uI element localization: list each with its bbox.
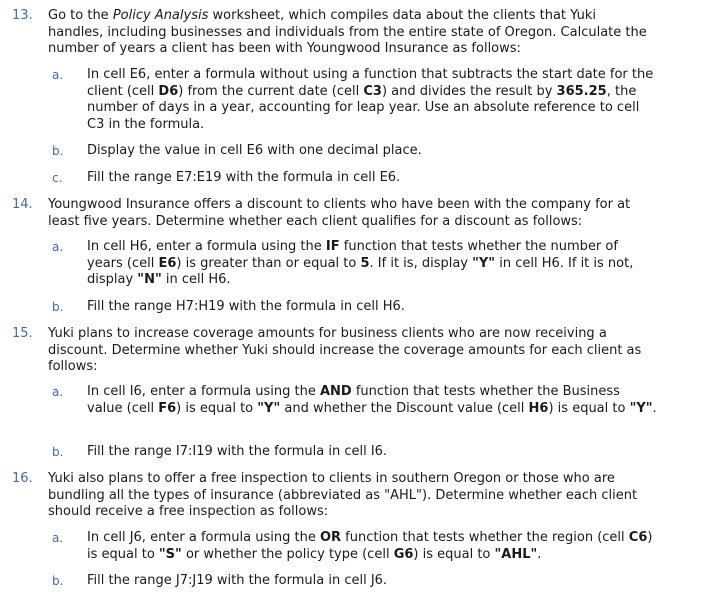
sub-text — [87, 384, 657, 417]
bold-term: "Y" — [472, 255, 496, 271]
sub-text — [87, 530, 657, 563]
bold-term: D6 — [158, 83, 179, 99]
text-run: In cell H6, enter a formula using the — [87, 239, 326, 254]
step-number: 16. — [12, 471, 33, 486]
text-run: in cell H6. If it is not, display — [87, 255, 634, 287]
sub-letter: b. — [52, 445, 64, 459]
sub-letter: a. — [52, 68, 64, 82]
text-run: ) is greater than or equal to — [176, 255, 361, 271]
text-run: or whether the policy type (cell — [181, 546, 394, 562]
text-run: and whether the Discount value (cell — [280, 400, 529, 416]
step-number: 15. — [12, 326, 33, 341]
bold-term: AND — [319, 384, 352, 399]
bold-term: E6 — [158, 255, 177, 271]
text-run: Youngwood Insurance offers a discount to clients who have been with the company for at least five years. Determine whether each client qualifies for a discount as follows: — [48, 197, 631, 229]
text-run: ) is equal to — [413, 546, 495, 562]
sub-letter: c. — [52, 171, 63, 185]
text-run: function that tests whether the Business value (cell — [87, 384, 620, 416]
text-run: . If it is, display — [369, 255, 473, 271]
bold-term: 5 — [360, 255, 370, 271]
text-run: function that tests whether the region (cell — [341, 530, 629, 545]
sub-text — [87, 67, 657, 133]
text-run: Yuki also plans to offer a free inspection to clients in southern Oregon or those who are bundling all the types of insurance (abbreviated as "AHL"). Determine whether each client should receive a free inspection as follows: — [48, 471, 638, 519]
text-run: worksheet, which compiles data about the clients that Yuki handles, including businesses and individuals from the entire state of Oregon. Calculate the number of years a client has been with Youngwood Insurance as follows: — [48, 8, 647, 56]
bold-term: "AHL" — [494, 546, 538, 562]
text-run: In cell I6, enter a formula using the — [87, 384, 320, 399]
step-number: 13. — [12, 8, 33, 23]
text-run: Display the value in cell E6 with one decimal place. — [87, 143, 422, 158]
bold-term: F6 — [158, 400, 177, 416]
bold-term: OR — [319, 530, 342, 545]
step-intro — [48, 8, 650, 58]
text-run: In cell J6, enter a formula using the — [87, 530, 320, 545]
sub-letter: b. — [52, 300, 64, 314]
bold-term: H6 — [528, 400, 549, 416]
sub-text — [87, 239, 657, 289]
sub-letter: a. — [52, 240, 64, 254]
sub-letter: a. — [52, 531, 64, 545]
bold-term: "Y" — [629, 400, 653, 416]
step-intro — [48, 471, 650, 521]
step-intro — [48, 326, 650, 376]
text-run: , the number of days in a year, accounting for leap year. Use an absolute reference to cell C3 in the formula. — [87, 83, 640, 132]
bold-term: "N" — [137, 272, 162, 287]
sub-letter: b. — [52, 144, 64, 158]
text-run: Fill the range H7:H19 with the formula in cell H6. — [87, 299, 405, 314]
text-run: Go to the — [48, 8, 113, 23]
step-number: 14. — [12, 197, 33, 212]
text-run: ) is equal to — [176, 400, 258, 416]
sub-letter: a. — [52, 385, 64, 399]
sub-letter: b. — [52, 574, 64, 588]
bold-term: 365.25 — [556, 83, 607, 99]
bold-term: "S" — [158, 546, 182, 562]
bold-term: "Y" — [257, 400, 281, 416]
text-run: Fill the range E7:E19 with the formula in cell E6. — [87, 170, 401, 185]
sub-text — [87, 444, 657, 461]
text-run: ) and divides the result by — [381, 83, 557, 99]
sub-text — [87, 143, 657, 160]
step-intro — [48, 197, 650, 230]
text-run: in cell H6. — [161, 272, 231, 287]
bold-term: IF — [325, 239, 340, 254]
text-run: Fill the range I7:I19 with the formula in cell I6. — [87, 444, 388, 459]
sub-text — [87, 170, 657, 187]
bold-term: C6 — [628, 530, 648, 545]
text-run: Yuki plans to increase coverage amounts for business clients who are now receiving a discount. Determine whether Yuki should increase the coverage amounts for each client as follows: — [48, 326, 642, 374]
text-run: In cell E6, enter a formula without using a function that subtracts the start date for the client (cell — [87, 67, 654, 99]
sub-text — [87, 573, 657, 590]
text-run: Fill the range J7:J19 with the formula in cell J6. — [87, 573, 388, 588]
bold-term: G6 — [393, 546, 414, 562]
italic-term: Policy Analysis — [112, 8, 209, 23]
sub-text — [87, 299, 657, 316]
bold-term: C3 — [363, 83, 382, 99]
text-run: function that tests whether the number of years (cell — [87, 239, 618, 271]
text-run: . — [652, 400, 657, 416]
text-run: ) is equal to — [548, 400, 630, 416]
text-run: . — [537, 546, 542, 562]
text-run: ) is equal to — [87, 530, 653, 562]
text-run: ) from the current date (cell — [178, 83, 364, 99]
